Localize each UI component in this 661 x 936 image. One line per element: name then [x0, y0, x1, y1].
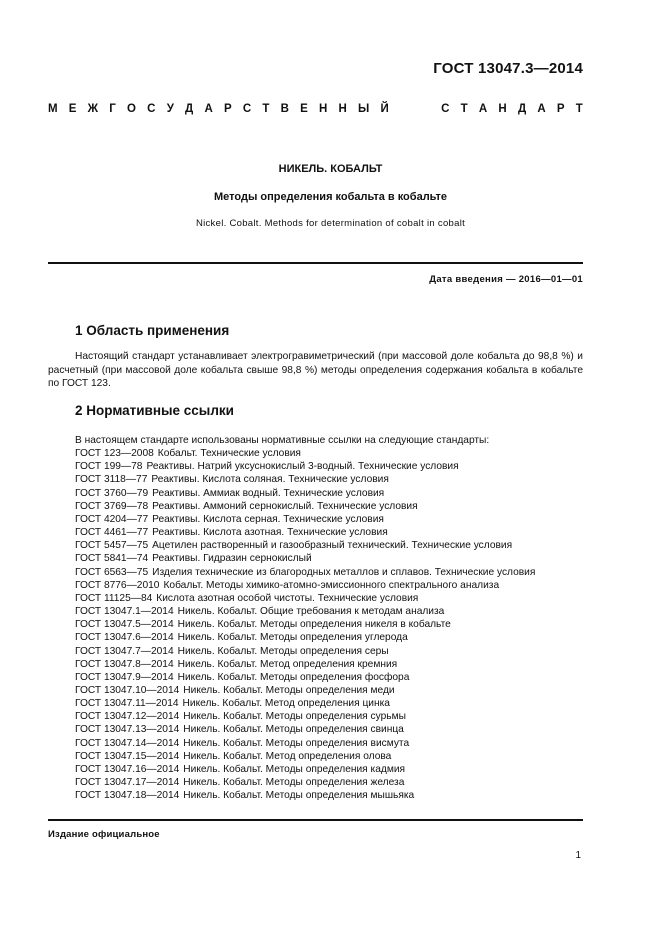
reference-code: ГОСТ 13047.5—2014	[75, 619, 174, 631]
reference-title: Реактивы. Кислота азотная. Технические условия	[152, 527, 388, 539]
banner-letter: Ж	[87, 103, 99, 115]
reference-code: ГОСТ 3760—79	[75, 487, 149, 499]
banner-letter: А	[537, 103, 546, 115]
document-title: НИКЕЛЬ. КОБАЛЬТ	[278, 163, 383, 175]
banner-letter: Д	[517, 103, 527, 115]
banner-letter: Р	[223, 103, 232, 115]
reference-code: ГОСТ 5457—75	[75, 540, 149, 552]
reference-title: Никель. Кобальт. Методы определения кадмия	[183, 763, 406, 775]
reference-item	[75, 723, 585, 736]
reference-title: Реактивы. Гидразин сернокислый	[152, 553, 312, 565]
banner-letter: Г	[109, 103, 116, 115]
reference-item	[75, 684, 585, 697]
reference-title: Никель. Кобальт. Методы определения сурьмы	[183, 711, 406, 723]
reference-code: ГОСТ 13047.7—2014	[75, 645, 174, 657]
banner-letter: В	[280, 103, 289, 115]
banner-letter: Н	[318, 103, 328, 115]
reference-code: ГОСТ 13047.18—2014	[75, 790, 180, 802]
reference-item	[75, 460, 585, 473]
reference-item	[75, 631, 585, 644]
normative-references-list	[75, 434, 585, 802]
reference-code: ГОСТ 11125—84	[75, 592, 153, 604]
reference-item	[75, 763, 585, 776]
banner-letter: С	[242, 103, 252, 115]
section-1-text-body: Настоящий стандарт устанавливает электрогравиметрический (при массовой доле кобальта до 98,8 %) и расчетный (при массовой доле кобальта свыше 98,8 %) методы определения содержания кобальта в кобальте по ГОСТ 123.	[48, 351, 583, 390]
reference-code: ГОСТ 4204—77	[75, 513, 149, 525]
banner-letter: С	[441, 103, 450, 115]
reference-item	[75, 592, 585, 605]
reference-item	[75, 579, 585, 592]
interstate-standard-banner	[48, 103, 583, 115]
reference-code: ГОСТ 13047.1—2014	[75, 606, 174, 618]
reference-title: Никель. Кобальт. Методы определения мышьяка	[183, 790, 415, 802]
banner-letter: Е	[300, 103, 308, 115]
banner-letter: Е	[68, 103, 77, 115]
banner-letter: Т	[262, 103, 270, 115]
reference-title: Изделия технические из благородных металлов и сплавов. Технические условия	[152, 566, 536, 578]
section-1-text	[48, 350, 583, 391]
document-number: ГОСТ 13047.3—2014	[433, 60, 583, 77]
document-subtitle: Методы определения кобальта в кобальте	[214, 191, 447, 203]
reference-title: Никель. Кобальт. Методы определения железа	[183, 777, 405, 789]
title-divider	[48, 262, 583, 264]
section-2-heading: 2 Нормативные ссылки	[75, 403, 234, 418]
reference-title: Кобальт. Методы химико-атомно-эмиссионного спектрального анализа	[163, 579, 500, 591]
reference-item	[75, 776, 585, 789]
banner-letter: Т	[460, 103, 468, 115]
reference-code: ГОСТ 123—2008	[75, 448, 154, 460]
reference-item	[75, 750, 585, 763]
banner-letter: У	[166, 103, 174, 115]
reference-item	[75, 671, 585, 684]
banner-letter: О	[127, 103, 136, 115]
banner-letter: Й	[380, 103, 389, 115]
reference-code: ГОСТ 13047.12—2014	[75, 711, 180, 723]
reference-title: Никель. Кобальт. Методы определения никеля в кобальте	[177, 619, 451, 631]
introduction-date: Дата введения — 2016—01—01	[429, 274, 583, 285]
reference-item	[75, 552, 585, 565]
reference-code: ГОСТ 13047.11—2014	[75, 698, 179, 710]
reference-title: Никель. Кобальт. Метод определения олова	[183, 750, 392, 762]
official-edition-label: Издание официальное	[48, 829, 160, 840]
reference-title: Никель. Кобальт. Методы определения фосфора	[177, 671, 410, 683]
reference-item	[75, 710, 585, 723]
reference-code: ГОСТ 13047.13—2014	[75, 724, 180, 736]
banner-letter: Н	[498, 103, 507, 115]
reference-item	[75, 618, 585, 631]
reference-code: ГОСТ 199—78	[75, 461, 143, 473]
reference-item	[75, 658, 585, 671]
reference-title: Кислота азотная особой чистоты. Технические условия	[156, 592, 419, 604]
reference-title: Никель. Кобальт. Методы определения свинца	[183, 724, 404, 736]
reference-item	[75, 789, 585, 802]
banner-letter: А	[204, 103, 213, 115]
reference-code: ГОСТ 13047.9—2014	[75, 671, 174, 683]
reference-title: Реактивы. Натрий уксуснокислый 3-водный. Технические условия	[146, 461, 459, 473]
reference-title: Никель. Кобальт. Методы определения меди	[183, 684, 395, 696]
reference-title: Никель. Кобальт. Метод определения кремния	[177, 658, 398, 670]
banner-letter: С	[147, 103, 156, 115]
reference-item	[75, 539, 585, 552]
banner-letter: Т	[575, 103, 583, 115]
reference-title: Никель. Кобальт. Методы определения висмута	[183, 737, 410, 749]
document-title-english: Nickel. Cobalt. Methods for determination of cobalt in cobalt	[195, 218, 466, 229]
reference-item	[75, 737, 585, 750]
reference-title: Кобальт. Технические условия	[157, 448, 301, 460]
reference-code: ГОСТ 3118—77	[75, 474, 148, 486]
reference-item	[75, 566, 585, 579]
reference-code: ГОСТ 13047.16—2014	[75, 763, 180, 775]
reference-item	[75, 500, 585, 513]
reference-item	[75, 487, 585, 500]
banner-letter: М	[48, 103, 58, 115]
footer-divider	[48, 819, 583, 821]
banner-letter: А	[478, 103, 488, 115]
reference-code: ГОСТ 6563—75	[75, 566, 149, 578]
reference-item	[75, 697, 585, 710]
reference-title: Никель. Кобальт. Методы определения серы	[177, 645, 389, 657]
reference-code: ГОСТ 3769—78	[75, 500, 149, 512]
reference-code: ГОСТ 4461—77	[75, 527, 149, 539]
reference-title: Никель. Кобальт. Метод определения цинка	[182, 698, 390, 710]
reference-item	[75, 447, 585, 460]
reference-code: ГОСТ 13047.8—2014	[75, 658, 174, 670]
banner-letter: Ы	[358, 103, 370, 115]
section-1-heading: 1 Область применения	[75, 323, 230, 338]
reference-code: ГОСТ 5841—74	[75, 553, 149, 565]
reference-item	[75, 513, 585, 526]
reference-item	[75, 526, 585, 539]
reference-item	[75, 605, 585, 618]
reference-item	[75, 473, 585, 486]
references-intro: В настоящем стандарте использованы нормативные ссылки на следующие стандарты:	[75, 435, 490, 446]
reference-title: Ацетилен растворенный и газообразный технический. Технические условия	[152, 540, 513, 552]
reference-code: ГОСТ 13047.15—2014	[75, 750, 180, 762]
reference-title: Реактивы. Кислота серная. Технические условия	[152, 513, 384, 525]
banner-letter: Д	[185, 103, 194, 115]
reference-code: ГОСТ 13047.6—2014	[75, 632, 174, 644]
reference-title: Никель. Кобальт. Методы определения углерода	[177, 632, 408, 644]
reference-title: Реактивы. Аммиак водный. Технические условия	[152, 487, 385, 499]
banner-letter: Н	[338, 103, 347, 115]
reference-code: ГОСТ 13047.10—2014	[75, 684, 180, 696]
reference-code: ГОСТ 8776—2010	[75, 579, 160, 591]
page-number: 1	[575, 850, 581, 861]
reference-code: ГОСТ 13047.14—2014	[75, 737, 180, 749]
reference-title: Никель. Кобальт. Общие требования к методам анализа	[177, 606, 445, 618]
banner-letter: Р	[556, 103, 565, 115]
reference-title: Реактивы. Кислота соляная. Технические условия	[151, 474, 389, 486]
reference-item	[75, 645, 585, 658]
reference-code: ГОСТ 13047.17—2014	[75, 777, 180, 789]
reference-title: Реактивы. Аммоний сернокислый. Технические условия	[152, 500, 418, 512]
